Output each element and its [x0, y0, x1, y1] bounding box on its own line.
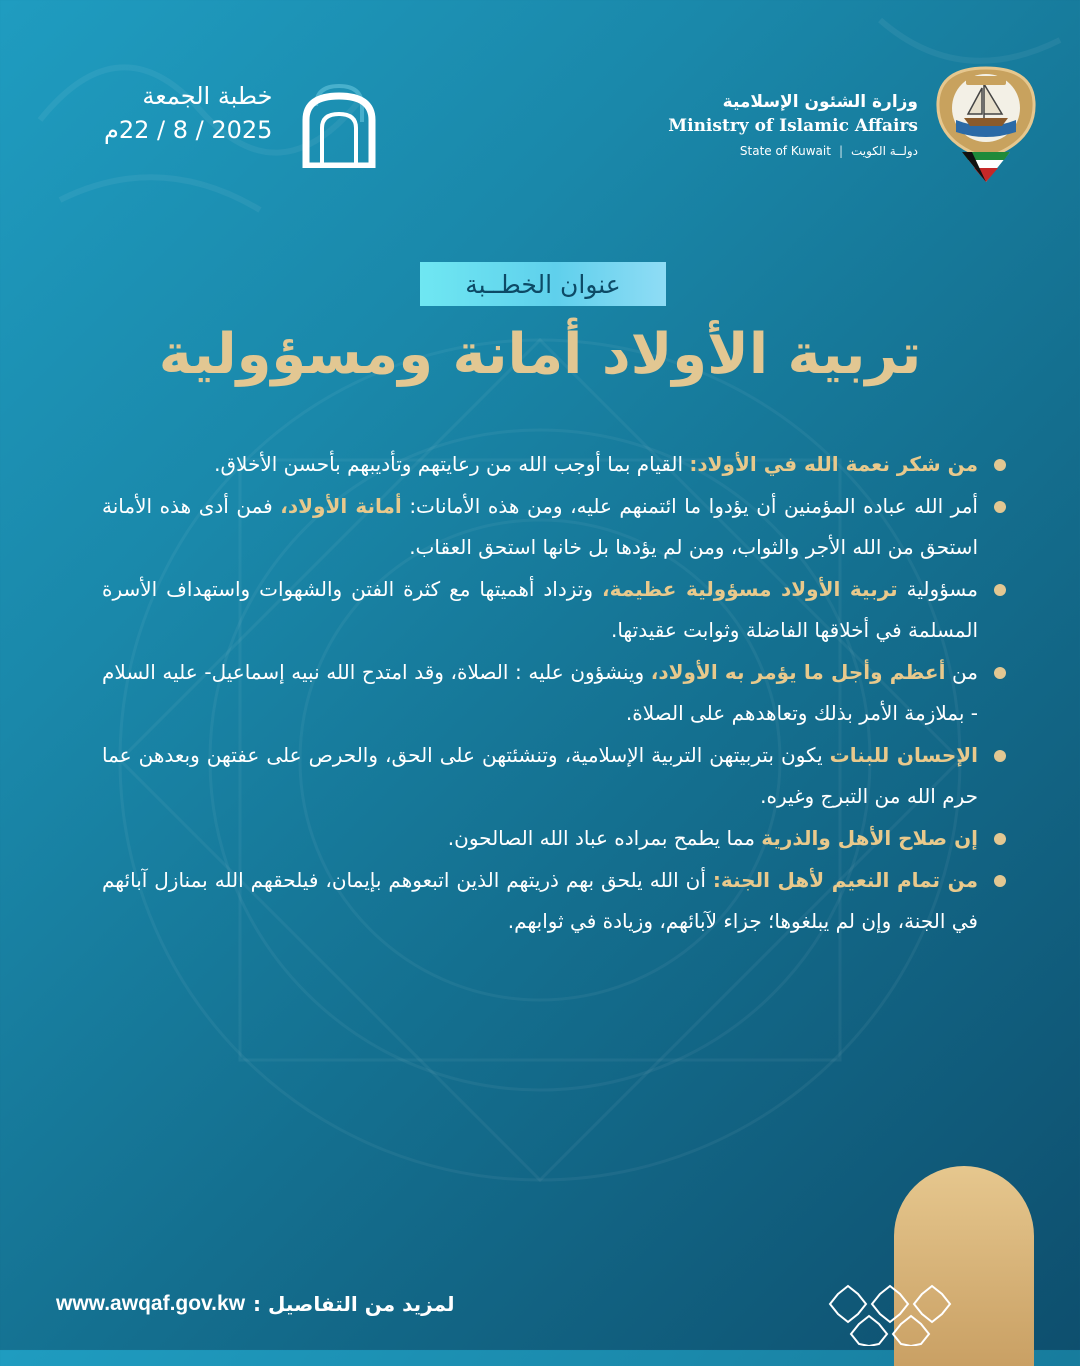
state-name-ar: دولــة الكويت	[850, 144, 918, 158]
list-item	[102, 444, 1006, 485]
friday-title: خطبة الجمعة	[142, 82, 273, 110]
bullet-icon	[994, 833, 1006, 845]
ministry-header	[668, 62, 1040, 188]
friday-text	[104, 82, 272, 144]
ministry-name-ar: وزارة الشئون الإسلامية	[722, 92, 918, 112]
point-highlight: أمانة الأولاد،	[280, 494, 402, 518]
point-text: مما يطمح بمراده عباد الله الصالحون.	[447, 826, 762, 850]
ministry-state	[668, 144, 918, 158]
point-highlight: الإحسان للبنات	[829, 743, 979, 767]
bullet-icon	[994, 875, 1006, 887]
point-highlight: إن صلاح الأهل والذرية	[761, 826, 978, 850]
friday-date: 2025 / 8 / 22م	[104, 116, 273, 144]
point-text: القيام بما أوجب الله من رعايتهم وتأديبهم بأحسن الأخلاق.	[214, 452, 690, 476]
bullet-icon	[994, 667, 1006, 679]
state-name-en: State of Kuwait	[739, 144, 831, 158]
list-item	[102, 569, 1006, 651]
geometric-tiles-icon	[828, 1284, 968, 1346]
list-item	[102, 652, 1006, 734]
friday-sermon-block	[104, 82, 378, 168]
list-item	[102, 818, 1006, 859]
sermon-title: تربية الأولاد أمانة ومسؤولية	[158, 322, 922, 387]
sermon-points	[102, 444, 1006, 943]
list-item	[102, 486, 1006, 568]
bullet-icon	[994, 750, 1006, 762]
bullet-icon	[994, 584, 1006, 596]
website-link[interactable]: www.awqaf.gov.kw	[56, 1292, 246, 1315]
point-highlight: من تمام النعيم لأهل الجنة:	[712, 868, 978, 892]
footer	[56, 1292, 455, 1316]
sermon-title-badge: عنوان الخطــبة	[420, 262, 666, 306]
point-text: يكون بتربيتهن التربية الإسلامية، وتنشئتهن على الحق، والحرص على عفتهن وبعدهن عما حرم الله من التبرج وغيره.	[102, 743, 978, 808]
point-text: أن الله يلحق بهم ذريتهم الذين اتبعوهم بإيمان، فيلحقهم الله بمنازل آبائهم في الجنة، وإن لم يبلغوها؛ جزاء لآبائهم، وزيادة في ثوابهم.	[102, 868, 978, 933]
mihrab-door-icon	[300, 82, 378, 168]
list-item	[102, 735, 1006, 817]
bullet-icon	[994, 459, 1006, 471]
point-text: فمن أدى هذه الأمانة استحق من الله الأجر والثواب، ومن لم يؤدها بل خانها استحق العقاب.	[102, 494, 978, 559]
point-highlight: تربية الأولاد مسؤولية عظيمة،	[601, 577, 898, 601]
ministry-name-en: Ministry of Islamic Affairs	[668, 116, 918, 136]
point-highlight: أعظم وأجل ما يؤمر به الأولاد،	[650, 660, 946, 684]
point-prefix: من	[945, 660, 978, 684]
kuwait-emblem-icon	[932, 62, 1040, 188]
point-text: وينشؤون عليه : الصلاة، وقد امتدح الله نبيه إسماعيل- عليه السلام - بملازمة الأمر بذلك وتعاهدهم على الصلاة.	[102, 660, 978, 725]
ministry-text	[668, 92, 918, 158]
bullet-icon	[994, 501, 1006, 513]
state-separator: |	[838, 144, 843, 158]
point-prefix: أمر الله عباده المؤمنين أن يؤدوا ما ائتمنهم عليه، ومن هذه الأمانات:	[401, 494, 978, 518]
point-prefix: مسؤولية	[897, 577, 978, 601]
point-text: وتزداد أهميتها مع كثرة الفتن والشهوات واستهداف الأسرة المسلمة في أخلاقها الفاضلة وثوابت عقيدتها.	[102, 577, 978, 642]
point-highlight: من شكر نعمة الله في الأولاد:	[689, 452, 978, 476]
footer-label: لمزيد من التفاصيل :	[253, 1292, 455, 1316]
list-item	[102, 860, 1006, 942]
